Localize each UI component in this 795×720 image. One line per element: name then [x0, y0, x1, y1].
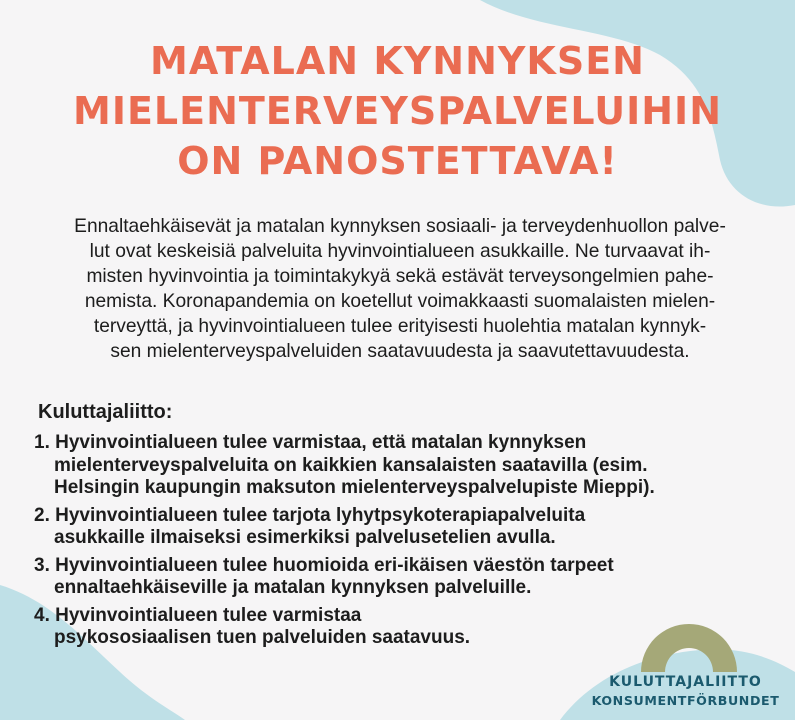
demand-line: mielenterveyspalveluita on kaikkien kansalaisten saatavilla (esim.: [54, 454, 648, 476]
intro-line: Ennaltaehkäisevät ja matalan kynnyksen sosiaali- ja terveydenhuollon palve-: [74, 216, 726, 237]
intro-line: nemista. Koronapandemia on koetellut voimakkaasti suomalaisten mielen-: [84, 291, 716, 312]
demand-item: [34, 432, 774, 500]
demand-line: asukkaille ilmaiseksi esimerkiksi palvelusetelien avulla.: [54, 527, 556, 548]
intro-paragraph: [30, 214, 770, 364]
demand-line: psykososiaalisen tuen palveluiden saatavuus.: [54, 627, 471, 648]
headline-line: MATALAN KYNNYKSEN: [150, 39, 645, 83]
organization-logo: [588, 624, 783, 710]
demand-line: 2. Hyvinvointialueen tulee tarjota lyhytpsykoterapiapalveluita: [34, 504, 586, 526]
demand-item: [34, 555, 774, 600]
demand-item: [34, 505, 774, 550]
demand-line: Helsingin kaupungin maksuton mielenterveyspalvelupiste Mieppi).: [54, 477, 655, 498]
demand-line: ennaltaehkäiseville ja matalan kynnyksen palveluille.: [54, 577, 532, 598]
intro-line: sen mielenterveyspalveluiden saatavuudesta ja saavutettavuudesta.: [110, 341, 690, 362]
logo-text-finnish: KULUTTAJALIITTO: [609, 674, 762, 690]
intro-line: lut ovat keskeisiä palveluita hyvinvointialueen asukkaille. Ne turvaavat ih-: [89, 241, 711, 262]
demands-list: [34, 432, 774, 655]
demand-line: 3. Hyvinvointialueen tulee huomioida eri-ikäisen väestön tarpeet: [34, 554, 614, 576]
headline: [20, 36, 775, 186]
demand-line: 4. Hyvinvointialueen tulee varmistaa: [34, 604, 362, 626]
arch-icon: [641, 624, 737, 672]
demand-line: 1. Hyvinvointialueen tulee varmistaa, että matalan kynnyksen: [34, 432, 587, 453]
org-label: Kuluttajaliitto:: [38, 401, 173, 423]
headline-line: ON PANOSTETTAVA!: [177, 139, 618, 183]
headline-line: MIELENTERVEYSPALVELUIHIN: [73, 89, 722, 133]
logo-text-swedish: KONSUMENTFÖRBUNDET: [591, 693, 780, 708]
intro-line: misten hyvinvointia ja toimintakykyä sekä estävät terveysongelmien pahe-: [86, 266, 714, 287]
intro-line: terveyttä, ja hyvinvointialueen tulee erityisesti huolehtia matalan kynnyk-: [93, 316, 707, 337]
